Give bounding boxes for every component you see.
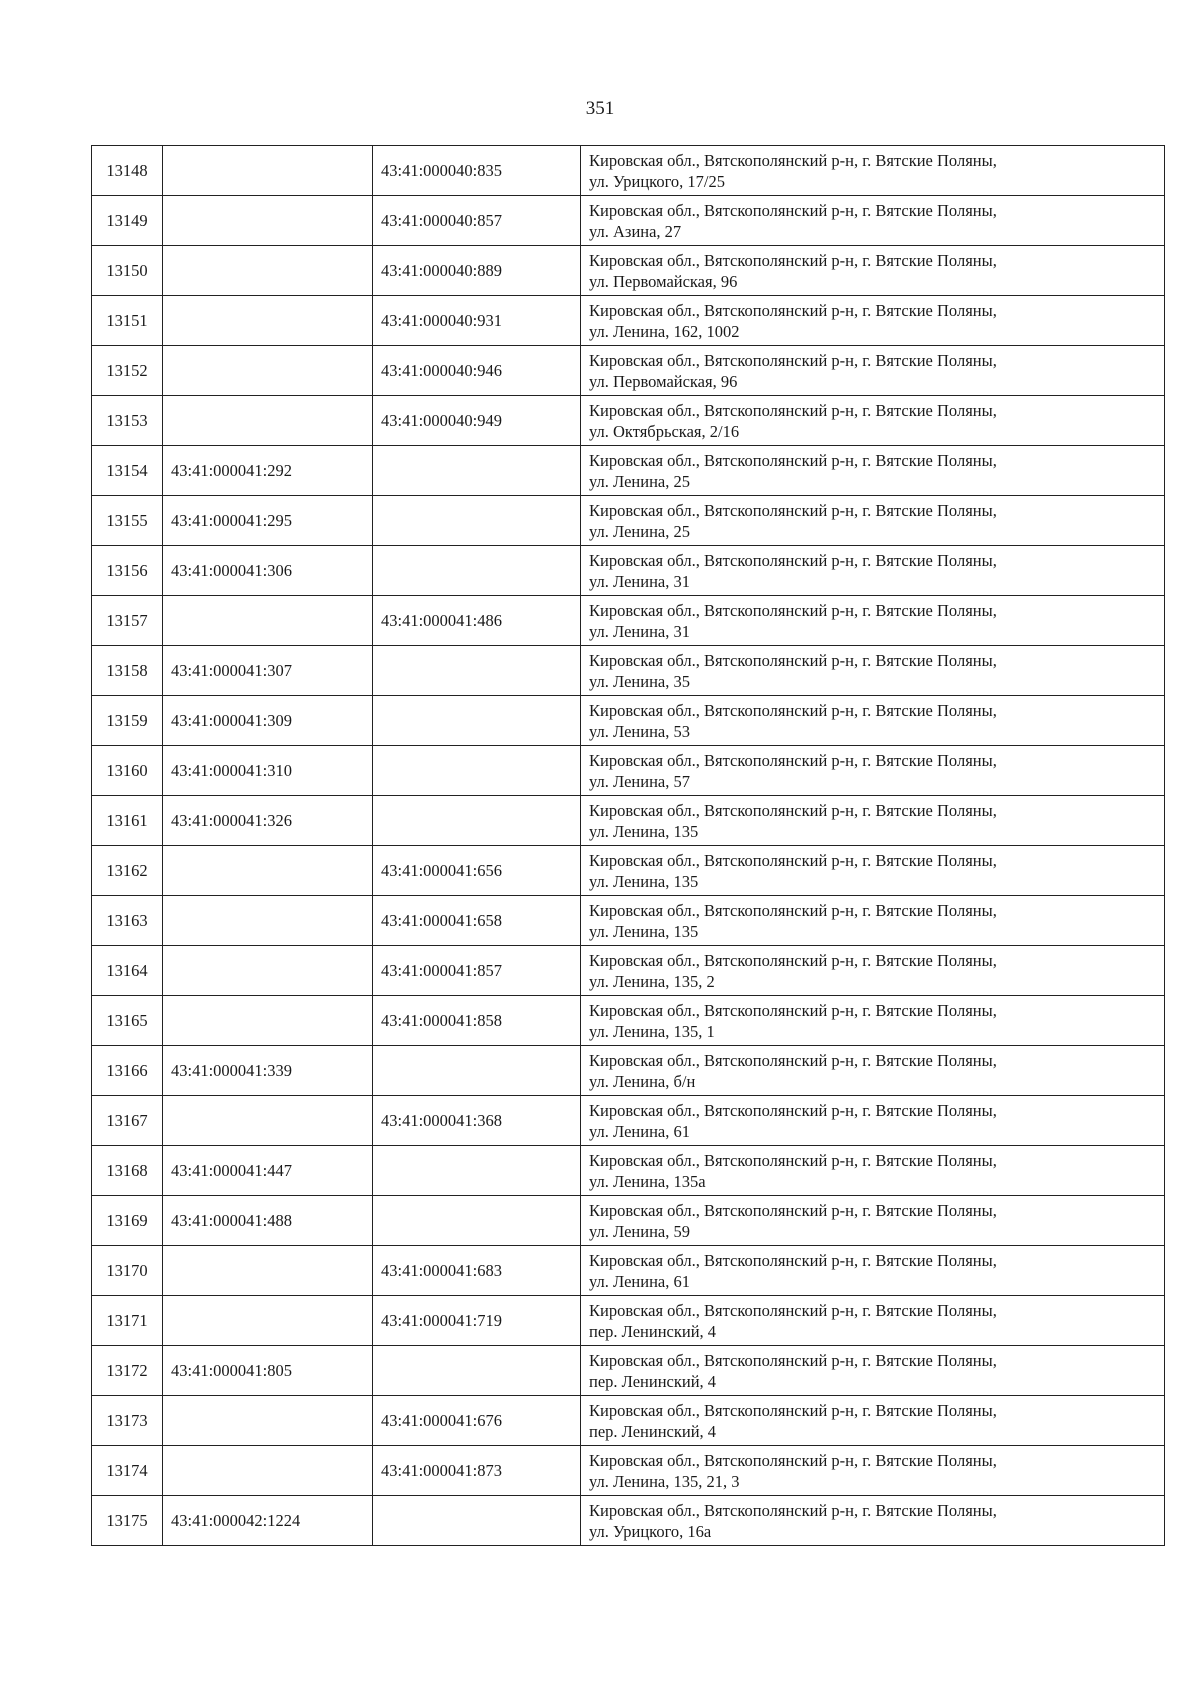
row-number-cell: 13150	[92, 246, 163, 296]
table-row	[92, 1146, 1165, 1196]
address-line: ул. Первомайская, 96	[589, 371, 738, 391]
cadastral-number-cell	[163, 846, 373, 896]
address-cell	[581, 1246, 1165, 1296]
table-row	[92, 546, 1165, 596]
table-row	[92, 1296, 1165, 1346]
cadastral-number-cell	[163, 396, 373, 446]
row-number-cell: 13153	[92, 396, 163, 446]
address-cell	[581, 846, 1165, 896]
cadastral-number-cell	[163, 596, 373, 646]
address-cell	[581, 196, 1165, 246]
address-line: Кировская обл., Вятскополянский р-н, г. Вятские Поляны,	[589, 400, 997, 420]
address-cell	[581, 1446, 1165, 1496]
address-cell	[581, 896, 1165, 946]
table-row	[92, 196, 1165, 246]
cadastral-number-alt-cell	[373, 1146, 581, 1196]
table-row	[92, 1246, 1165, 1296]
cadastral-number-alt-cell	[373, 1196, 581, 1246]
address-cell	[581, 596, 1165, 646]
address-cell	[581, 446, 1165, 496]
table-row	[92, 396, 1165, 446]
cadastral-number-cell: 43:41:000041:326	[163, 796, 373, 846]
table-row	[92, 1446, 1165, 1496]
table-row	[92, 1096, 1165, 1146]
table-row	[92, 1496, 1165, 1546]
row-number-cell: 13161	[92, 796, 163, 846]
cadastral-number-cell	[163, 146, 373, 196]
cadastral-number-alt-cell: 43:41:000041:656	[373, 846, 581, 896]
row-number-cell: 13154	[92, 446, 163, 496]
address-cell	[581, 296, 1165, 346]
address-line: пер. Ленинский, 4	[589, 1371, 717, 1391]
address-line: Кировская обл., Вятскополянский р-н, г. Вятские Поляны,	[589, 250, 997, 270]
address-line: Кировская обл., Вятскополянский р-н, г. Вятские Поляны,	[589, 750, 997, 770]
address-line: Кировская обл., Вятскополянский р-н, г. Вятские Поляны,	[589, 900, 997, 920]
row-number-cell: 13149	[92, 196, 163, 246]
row-number-cell: 13175	[92, 1496, 163, 1546]
address-line: ул. Ленина, 135, 2	[589, 971, 715, 991]
address-line: Кировская обл., Вятскополянский р-н, г. Вятские Поляны,	[589, 650, 997, 670]
cadastral-number-cell	[163, 946, 373, 996]
table-row	[92, 1396, 1165, 1446]
address-line: ул. Ленина, 61	[589, 1121, 690, 1141]
address-cell	[581, 646, 1165, 696]
address-line: Кировская обл., Вятскополянский р-н, г. Вятские Поляны,	[589, 1000, 997, 1020]
table-row	[92, 796, 1165, 846]
cadastral-number-cell: 43:41:000041:310	[163, 746, 373, 796]
address-cell	[581, 496, 1165, 546]
address-line: Кировская обл., Вятскополянский р-н, г. Вятские Поляны,	[589, 300, 997, 320]
address-line: ул. Урицкого, 17/25	[589, 171, 726, 191]
row-number-cell: 13158	[92, 646, 163, 696]
cadastral-number-cell: 43:41:000041:307	[163, 646, 373, 696]
address-cell	[581, 1146, 1165, 1196]
address-line: Кировская обл., Вятскополянский р-н, г. Вятские Поляны,	[589, 1050, 997, 1070]
address-line: ул. Ленина, 135	[589, 871, 699, 891]
address-line: ул. Ленина, 53	[589, 721, 690, 741]
address-line: ул. Урицкого, 16а	[589, 1521, 712, 1541]
table-row	[92, 446, 1165, 496]
address-line: ул. Ленина, 135, 21, 3	[589, 1471, 740, 1491]
row-number-cell: 13166	[92, 1046, 163, 1096]
cadastral-number-alt-cell	[373, 646, 581, 696]
row-number-cell: 13156	[92, 546, 163, 596]
address-line: ул. Ленина, 57	[589, 771, 690, 791]
page-number: 351	[585, 98, 615, 119]
registry-table	[91, 145, 1165, 1546]
address-line: Кировская обл., Вятскополянский р-н, г. Вятские Поляны,	[589, 1450, 997, 1470]
row-number-cell: 13167	[92, 1096, 163, 1146]
address-line: Кировская обл., Вятскополянский р-н, г. Вятские Поляны,	[589, 200, 997, 220]
cadastral-number-alt-cell	[373, 1496, 581, 1546]
cadastral-number-cell	[163, 296, 373, 346]
address-line: ул. Ленина, б/н	[589, 1071, 696, 1091]
address-line: ул. Ленина, 135	[589, 921, 699, 941]
address-line: пер. Ленинский, 4	[589, 1321, 717, 1341]
cadastral-number-alt-cell: 43:41:000041:658	[373, 896, 581, 946]
address-cell	[581, 1396, 1165, 1446]
table-row	[92, 946, 1165, 996]
row-number-cell: 13157	[92, 596, 163, 646]
cadastral-number-cell	[163, 996, 373, 1046]
cadastral-number-alt-cell	[373, 696, 581, 746]
cadastral-number-alt-cell: 43:41:000041:857	[373, 946, 581, 996]
cadastral-number-alt-cell: 43:41:000041:486	[373, 596, 581, 646]
table-row	[92, 996, 1165, 1046]
cadastral-number-alt-cell: 43:41:000041:719	[373, 1296, 581, 1346]
address-line: Кировская обл., Вятскополянский р-н, г. Вятские Поляны,	[589, 550, 997, 570]
row-number-cell: 13148	[92, 146, 163, 196]
address-cell	[581, 1496, 1165, 1546]
table-row	[92, 596, 1165, 646]
cadastral-number-cell: 43:41:000041:805	[163, 1346, 373, 1396]
address-line: ул. Ленина, 31	[589, 621, 690, 641]
cadastral-number-alt-cell	[373, 1346, 581, 1396]
address-line: Кировская обл., Вятскополянский р-н, г. Вятские Поляны,	[589, 450, 997, 470]
cadastral-number-alt-cell	[373, 1046, 581, 1096]
address-cell	[581, 396, 1165, 446]
row-number-cell: 13170	[92, 1246, 163, 1296]
row-number-cell: 13168	[92, 1146, 163, 1196]
cadastral-number-cell: 43:41:000041:295	[163, 496, 373, 546]
cadastral-number-alt-cell	[373, 746, 581, 796]
cadastral-number-cell: 43:41:000041:488	[163, 1196, 373, 1246]
address-line: Кировская обл., Вятскополянский р-н, г. Вятские Поляны,	[589, 150, 997, 170]
table-row	[92, 246, 1165, 296]
address-line: ул. Ленина, 135, 1	[589, 1021, 715, 1041]
row-number-cell: 13165	[92, 996, 163, 1046]
table-row	[92, 646, 1165, 696]
row-number-cell: 13151	[92, 296, 163, 346]
cadastral-number-alt-cell: 43:41:000040:835	[373, 146, 581, 196]
cadastral-number-cell	[163, 1396, 373, 1446]
table-row	[92, 296, 1165, 346]
address-line: ул. Октябрьская, 2/16	[589, 421, 740, 441]
address-line: Кировская обл., Вятскополянский р-н, г. Вятские Поляны,	[589, 500, 997, 520]
cadastral-number-alt-cell: 43:41:000041:873	[373, 1446, 581, 1496]
address-line: ул. Ленина, 162, 1002	[589, 321, 740, 341]
row-number-cell: 13159	[92, 696, 163, 746]
table-row	[92, 346, 1165, 396]
address-line: Кировская обл., Вятскополянский р-н, г. Вятские Поляны,	[589, 1100, 997, 1120]
cadastral-number-cell: 43:41:000041:292	[163, 446, 373, 496]
address-line: Кировская обл., Вятскополянский р-н, г. Вятские Поляны,	[589, 1300, 997, 1320]
cadastral-number-cell: 43:41:000041:339	[163, 1046, 373, 1096]
row-number-cell: 13172	[92, 1346, 163, 1396]
cadastral-number-cell	[163, 1096, 373, 1146]
table-row	[92, 496, 1165, 546]
table-row	[92, 896, 1165, 946]
table-row	[92, 1346, 1165, 1396]
address-line: Кировская обл., Вятскополянский р-н, г. Вятские Поляны,	[589, 700, 997, 720]
registry-body	[92, 146, 1165, 1546]
row-number-cell: 13174	[92, 1446, 163, 1496]
cadastral-number-cell	[163, 246, 373, 296]
row-number-cell: 13160	[92, 746, 163, 796]
row-number-cell: 13173	[92, 1396, 163, 1446]
cadastral-number-cell	[163, 1246, 373, 1296]
address-line: Кировская обл., Вятскополянский р-н, г. Вятские Поляны,	[589, 1150, 997, 1170]
address-line: Кировская обл., Вятскополянский р-н, г. Вятские Поляны,	[589, 350, 997, 370]
address-cell	[581, 346, 1165, 396]
address-cell	[581, 546, 1165, 596]
address-line: ул. Первомайская, 96	[589, 271, 738, 291]
cadastral-number-alt-cell	[373, 796, 581, 846]
cadastral-number-alt-cell	[373, 496, 581, 546]
table-row	[92, 146, 1165, 196]
address-line: ул. Ленина, 61	[589, 1271, 690, 1291]
address-cell	[581, 146, 1165, 196]
row-number-cell: 13163	[92, 896, 163, 946]
table-row	[92, 696, 1165, 746]
cadastral-number-alt-cell: 43:41:000040:889	[373, 246, 581, 296]
address-line: Кировская обл., Вятскополянский р-н, г. Вятские Поляны,	[589, 1400, 997, 1420]
cadastral-number-cell: 43:41:000041:306	[163, 546, 373, 596]
address-cell	[581, 1346, 1165, 1396]
address-line: ул. Ленина, 31	[589, 571, 690, 591]
address-line: ул. Ленина, 25	[589, 471, 690, 491]
address-line: пер. Ленинский, 4	[589, 1421, 717, 1441]
address-cell	[581, 746, 1165, 796]
address-cell	[581, 1196, 1165, 1246]
table-row	[92, 846, 1165, 896]
cadastral-number-cell	[163, 346, 373, 396]
cadastral-number-cell: 43:41:000042:1224	[163, 1496, 373, 1546]
cadastral-number-cell	[163, 1446, 373, 1496]
table-row	[92, 1046, 1165, 1096]
cadastral-number-alt-cell	[373, 446, 581, 496]
row-number-cell: 13171	[92, 1296, 163, 1346]
address-line: Кировская обл., Вятскополянский р-н, г. Вятские Поляны,	[589, 1350, 997, 1370]
cadastral-number-alt-cell: 43:41:000041:683	[373, 1246, 581, 1296]
cadastral-number-alt-cell: 43:41:000041:368	[373, 1096, 581, 1146]
address-cell	[581, 1296, 1165, 1346]
cadastral-number-alt-cell: 43:41:000040:931	[373, 296, 581, 346]
cadastral-number-cell: 43:41:000041:447	[163, 1146, 373, 1196]
row-number-cell: 13164	[92, 946, 163, 996]
cadastral-number-alt-cell: 43:41:000041:676	[373, 1396, 581, 1446]
row-number-cell: 13155	[92, 496, 163, 546]
row-number-cell: 13169	[92, 1196, 163, 1246]
cadastral-number-alt-cell: 43:41:000040:857	[373, 196, 581, 246]
address-cell	[581, 996, 1165, 1046]
row-number-cell: 13152	[92, 346, 163, 396]
address-cell	[581, 246, 1165, 296]
address-line: Кировская обл., Вятскополянский р-н, г. Вятские Поляны,	[589, 850, 997, 870]
address-line: ул. Ленина, 59	[589, 1221, 690, 1241]
address-cell	[581, 1096, 1165, 1146]
address-line: Кировская обл., Вятскополянский р-н, г. Вятские Поляны,	[589, 1200, 997, 1220]
address-line: Кировская обл., Вятскополянский р-н, г. Вятские Поляны,	[589, 800, 997, 820]
address-line: ул. Ленина, 135	[589, 821, 699, 841]
cadastral-number-alt-cell	[373, 546, 581, 596]
address-cell	[581, 696, 1165, 746]
address-line: ул. Ленина, 35	[589, 671, 690, 691]
address-cell	[581, 946, 1165, 996]
cadastral-number-alt-cell: 43:41:000040:946	[373, 346, 581, 396]
cadastral-number-cell	[163, 896, 373, 946]
address-cell	[581, 1046, 1165, 1096]
row-number-cell: 13162	[92, 846, 163, 896]
address-line: ул. Ленина, 135а	[589, 1171, 706, 1191]
address-cell	[581, 796, 1165, 846]
address-line: Кировская обл., Вятскополянский р-н, г. Вятские Поляны,	[589, 1500, 997, 1520]
table-row	[92, 1196, 1165, 1246]
address-line: Кировская обл., Вятскополянский р-н, г. Вятские Поляны,	[589, 600, 997, 620]
address-line: ул. Азина, 27	[589, 221, 682, 241]
cadastral-number-cell: 43:41:000041:309	[163, 696, 373, 746]
table-row	[92, 746, 1165, 796]
cadastral-number-cell	[163, 1296, 373, 1346]
cadastral-number-cell	[163, 196, 373, 246]
cadastral-number-alt-cell: 43:41:000041:858	[373, 996, 581, 1046]
address-line: ул. Ленина, 25	[589, 521, 690, 541]
address-line: Кировская обл., Вятскополянский р-н, г. Вятские Поляны,	[589, 1250, 997, 1270]
address-line: Кировская обл., Вятскополянский р-н, г. Вятские Поляны,	[589, 950, 997, 970]
cadastral-number-alt-cell: 43:41:000040:949	[373, 396, 581, 446]
